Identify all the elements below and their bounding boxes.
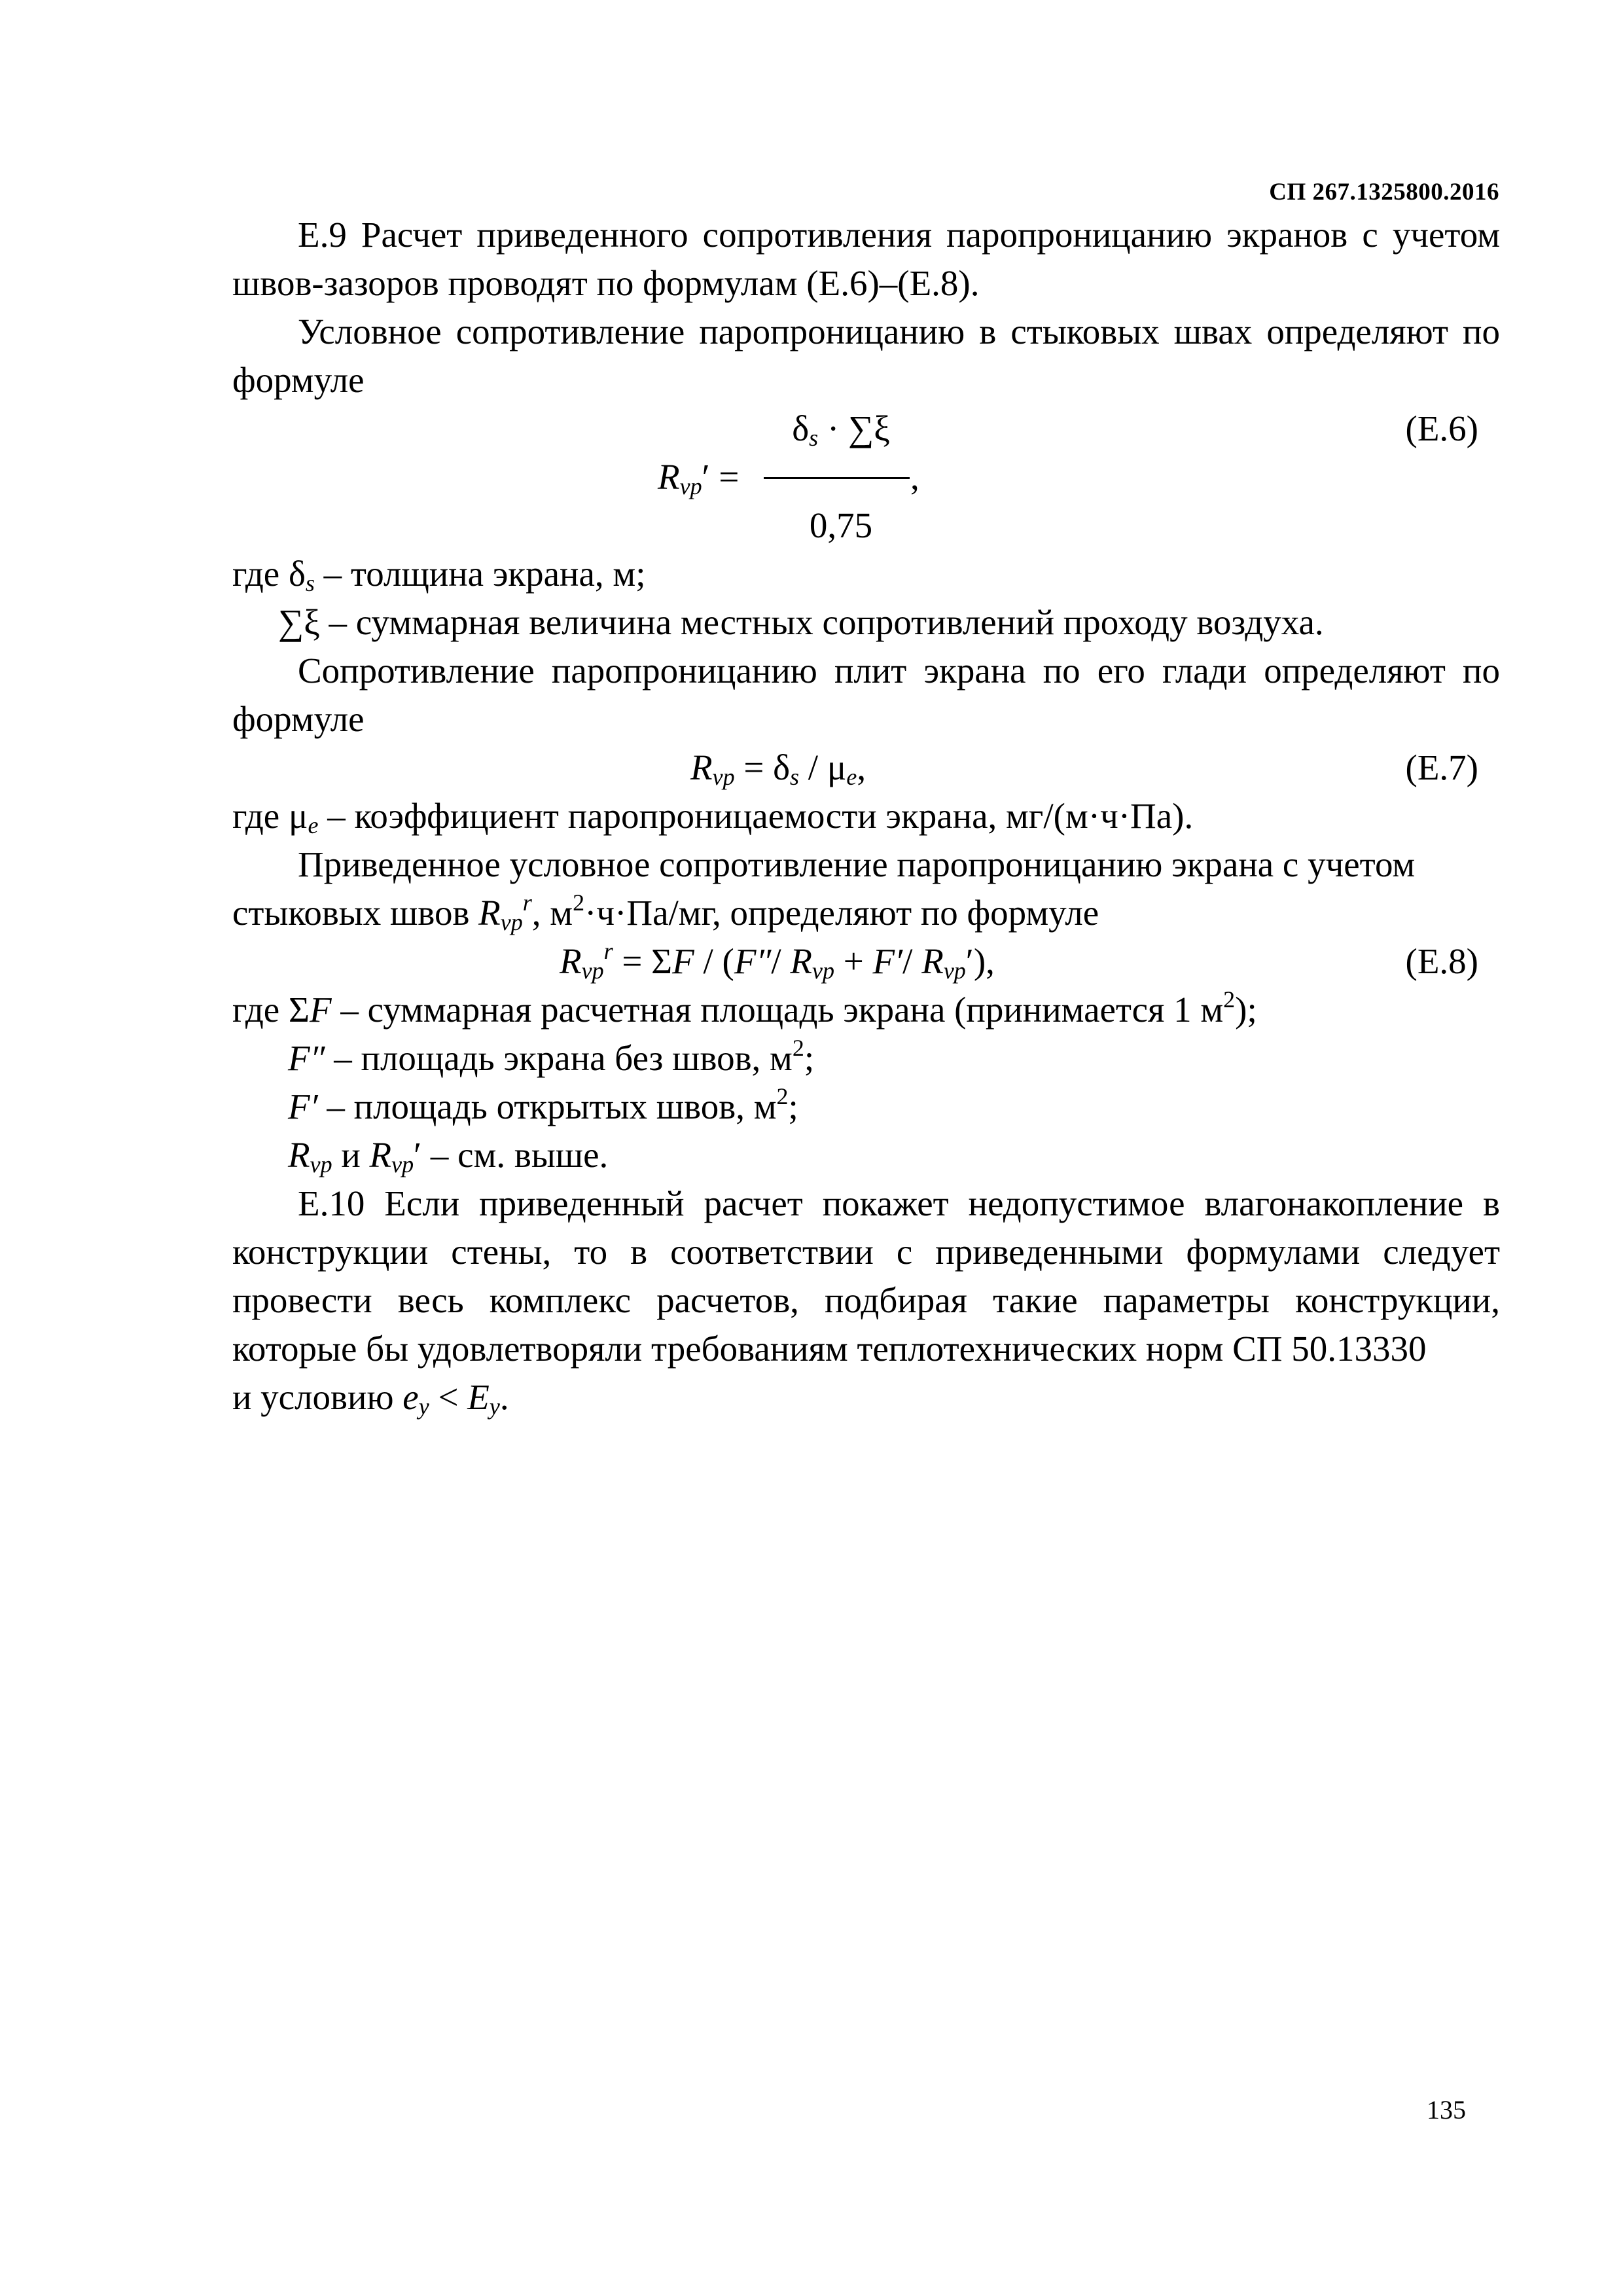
page-number: 135 (1427, 2095, 1466, 2125)
formula-e6-denominator: 0,75 (809, 505, 873, 545)
formula-e6 (232, 404, 1500, 550)
where-sum-f: где ΣF – суммарная расчетная площадь экрана (принимается 1 $м^2$); (232, 986, 1257, 1030)
paragraph-e9: Е.9 Расчет приведенного сопротивления паропроницанию экранов с учетом швов-зазоров проводят по формулам (Е.6)–(Е.8). (232, 215, 1500, 303)
formula-e8-number: (Е.8) (1405, 941, 1478, 981)
formula-e7 (232, 744, 1500, 792)
where-f-double-prime: F″ – площадь экрана без швов, $м^2$; (288, 1035, 815, 1078)
where-mu-e: где $\mu_e$ – коэффициент паропроницаемости экрана, мг/(м·ч·Па). (232, 796, 1194, 838)
paragraph-e10-last-line: и условию $e_y < E_y$. (232, 1377, 509, 1420)
formula-e8 (232, 937, 1500, 986)
formula-e6-numerator: $\delta_s \cdot \sum\xi$ (792, 408, 890, 451)
paragraph-reduced-resistance-line2: стыковых швов $R_{vp}^r$, $м^2\cdot ч\cdot Па/мг$, определяют по формуле (232, 889, 1099, 935)
formula-e6-comma: , (910, 457, 919, 497)
where-f-prime: F′ – площадь открытых швов, $м^2$; (288, 1083, 798, 1126)
formula-e7-number: (Е.7) (1405, 747, 1478, 787)
paragraph-conditional-resistance: Условное сопротивление паропроницанию в стыковых швах определяют по формуле (232, 312, 1500, 400)
where-delta-s: где $\delta_s$ – толщина экрана, м; (232, 554, 646, 596)
paragraph-reduced-resistance-line1: Приведенное условное сопротивление паропроницанию экрана с учетом (298, 844, 1416, 884)
document-code-header: СП 267.1325800.2016 (1269, 179, 1499, 206)
fraction-bar (764, 477, 910, 479)
formula-e6-lhs: $R_{vp}'$ = (658, 457, 740, 499)
where-sum-xi: ∑ξ – суммарная величина местных сопротивлений проходу воздуха. (278, 602, 1324, 642)
paragraph-e10: Е.10 Если приведенный расчет покажет недопустимое влагонакопление в конструкции стены, то в соответствии с приведенными формулами следует провести весь комплекс расчетов, подбирая такие параметры конструкции, которые бы удовлетворяли требованиям теплотехнических норм СП 50.13330 (232, 1183, 1500, 1369)
formula-e6-number: (Е.6) (1405, 408, 1478, 448)
where-rvp-see-above: $R_{vp}$ и $R_{vp}'$ – см. выше. (288, 1135, 609, 1177)
formula-e8-expression: $R_{vp}^r = \Sigma F / (F''/$ $R_{vp} + F'/$ $R_{vp}'$), (560, 938, 995, 984)
document-body (232, 211, 1500, 1422)
formula-e7-expression: $R_{vp} = \delta_s / \mu_e$, (690, 747, 866, 790)
paragraph-plate-resistance: Сопротивление паропроницанию плит экрана по его глади определяют по формуле (232, 651, 1500, 739)
